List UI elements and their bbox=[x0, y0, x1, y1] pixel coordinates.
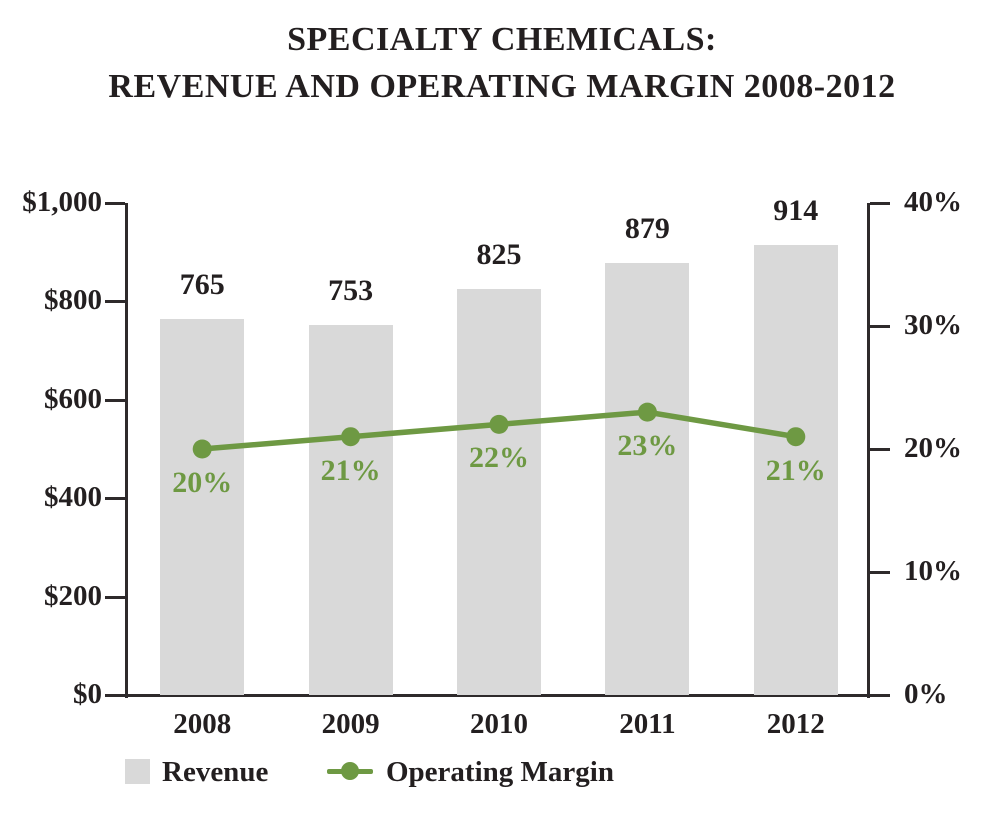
bar-value-label-2008: 765 bbox=[179, 267, 225, 301]
margin-label-2008: 20% bbox=[172, 466, 233, 499]
left-axis-tick-label: $0 bbox=[73, 678, 102, 710]
bar-value-label-2009: 753 bbox=[328, 273, 374, 307]
chart-title-line2: REVENUE AND OPERATING MARGIN 2008-2012 bbox=[108, 68, 896, 105]
x-axis-label-2008: 2008 bbox=[173, 708, 232, 740]
x-axis-label-2009: 2009 bbox=[321, 708, 380, 740]
bar-value-label-2012: 914 bbox=[773, 194, 819, 228]
legend-margin-label: Operating Margin bbox=[386, 756, 614, 788]
legend-revenue-swatch bbox=[125, 759, 150, 784]
right-axis-tick-label: 20% bbox=[904, 432, 962, 464]
x-axis-label-2012: 2012 bbox=[766, 708, 825, 740]
chart-title-line1: SPECIALTY CHEMICALS: bbox=[287, 21, 717, 58]
right-axis-tick-label: 0% bbox=[904, 678, 948, 710]
bar-value-label-2010: 825 bbox=[476, 238, 522, 272]
legend-margin-dot bbox=[341, 762, 359, 780]
right-axis-tick-label: 30% bbox=[904, 309, 962, 341]
left-axis-tick-label: $1,000 bbox=[22, 186, 102, 218]
x-axis-label-2010: 2010 bbox=[470, 708, 528, 740]
left-axis-tick-label: $600 bbox=[44, 382, 102, 415]
left-axis-tick-label: $800 bbox=[44, 284, 102, 317]
margin-label-2011: 23% bbox=[617, 429, 678, 463]
margin-label-2010: 22% bbox=[469, 441, 529, 475]
margin-label-2012: 21% bbox=[765, 453, 826, 487]
right-axis-tick-label: 10% bbox=[904, 555, 962, 587]
left-axis-tick-label: $400 bbox=[44, 481, 102, 514]
left-axis-tick-label: $200 bbox=[44, 579, 102, 612]
bar-value-label-2011: 879 bbox=[624, 211, 670, 245]
margin-label-2009: 21% bbox=[320, 453, 381, 487]
legend-revenue-label: Revenue bbox=[162, 756, 269, 788]
x-axis-label-2011: 2011 bbox=[619, 708, 676, 740]
right-axis-tick-label: 40% bbox=[904, 186, 962, 218]
